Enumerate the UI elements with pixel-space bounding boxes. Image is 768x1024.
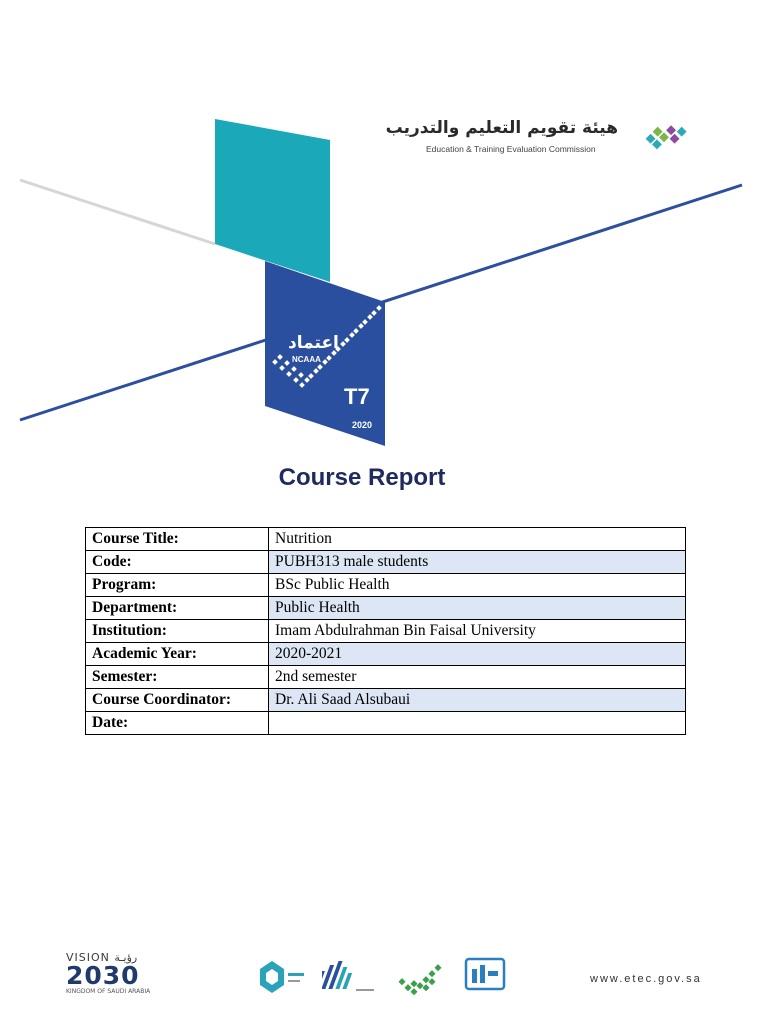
info-row <box>86 551 686 574</box>
info-label: Course Title: <box>86 528 269 551</box>
cover-graphic <box>0 0 768 460</box>
info-row <box>86 574 686 597</box>
grey-diagonal-line <box>20 180 215 244</box>
footer <box>0 945 768 1005</box>
teal-panel <box>215 119 330 282</box>
site-url: www.etec.gov.sa <box>590 973 702 985</box>
info-label: Program: <box>86 574 269 597</box>
masar-logo-icon <box>322 957 378 997</box>
info-row <box>86 643 686 666</box>
info-label: Department: <box>86 597 269 620</box>
vision-label: VISION <box>66 951 110 964</box>
info-label: Date: <box>86 712 269 735</box>
info-value: Imam Abdulrahman Bin Faisal University <box>269 620 686 643</box>
info-value: Public Health <box>269 597 686 620</box>
info-row <box>86 689 686 712</box>
info-value: PUBH313 male students <box>269 551 686 574</box>
org-name-ar: هيئة تقويم التعليم والتدريب <box>385 118 618 138</box>
info-value: BSc Public Health <box>269 574 686 597</box>
info-value <box>269 712 686 735</box>
info-label: Course Coordinator: <box>86 689 269 712</box>
org-name-en: Education & Training Evaluation Commission <box>426 144 596 154</box>
info-label: Semester: <box>86 666 269 689</box>
vision-year: 2030 <box>66 961 140 990</box>
report-title: Course Report <box>278 464 446 491</box>
info-value: Nutrition <box>269 528 686 551</box>
info-row <box>86 666 686 689</box>
course-info-table <box>85 527 686 735</box>
badge-template: T7 <box>344 384 370 409</box>
info-value: 2nd semester <box>269 666 686 689</box>
info-row <box>86 620 686 643</box>
vision-country: KINGDOM OF SAUDI ARABIA <box>66 988 151 995</box>
etec-logo <box>385 118 700 158</box>
ncaaa-badge <box>265 261 385 446</box>
vision-label-ar: رؤيـة <box>114 951 138 964</box>
info-value: Dr. Ali Saad Alsubaui <box>269 689 686 712</box>
info-value: 2020-2021 <box>269 643 686 666</box>
info-label: Institution: <box>86 620 269 643</box>
info-row <box>86 528 686 551</box>
info-label: Code: <box>86 551 269 574</box>
info-row <box>86 712 686 735</box>
tamayyaz-logo-icon <box>258 957 308 997</box>
vision-2030-logo <box>66 951 156 995</box>
info-label: Academic Year: <box>86 643 269 666</box>
info-row <box>86 597 686 620</box>
badge-word-ar: اعتماد <box>288 333 339 353</box>
etimad-logo-icon <box>396 957 448 1001</box>
qiyas-logo-icon <box>464 957 506 991</box>
etec-emblem-icon <box>636 120 692 156</box>
badge-abbr: NCAAA <box>292 355 321 364</box>
badge-year: 2020 <box>352 420 373 430</box>
